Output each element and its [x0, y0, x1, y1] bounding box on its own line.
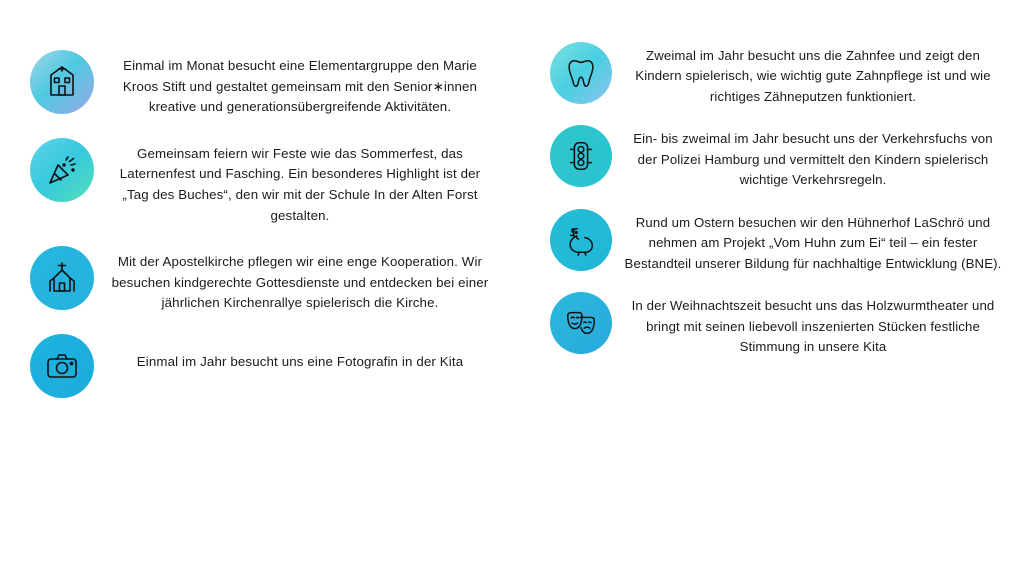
chicken-icon [550, 209, 612, 271]
list-item [30, 246, 494, 314]
list-item [30, 334, 494, 398]
list-item [550, 42, 1002, 107]
traffic-light-icon [550, 125, 612, 187]
list-item-text: Rund um Ostern besuchen wir den Hühnerhof LaSchrö und nehmen am Projekt „Vom Huhn zum Ei“ teil – ein fester Bestandteil unserer Bildung für nachhaltige Entwicklung (BNE). [624, 214, 1002, 271]
school-building-icon [30, 50, 94, 114]
list-item-text: Gemeinsam feiern wir Feste wie das Sommerfest, das Laternenfest und Fasching. Ein besonderes Highlight ist der „Tag des Buches“, den wir mit der Schule In der Alten Forst gestalten. [119, 145, 481, 223]
list-item-text: Zweimal im Jahr besucht uns die Zahnfee und zeigt den Kindern spielerisch, wie wichtig gute Zahnpflege ist und wie richtiges Zähneputzen funktioniert. [635, 48, 991, 104]
tooth-icon [550, 42, 612, 104]
list-item-text: In der Weihnachtszeit besucht uns das Holzwurmtheater und bringt mit seinen liebevoll inszenierten Stücken festliche Stimmung in unsere Kita [631, 298, 995, 354]
list-item [550, 292, 1002, 357]
right-column [512, 0, 1024, 418]
list-item [550, 125, 1002, 190]
church-icon [30, 246, 94, 310]
list-item-text: Einmal im Monat besucht eine Elementargruppe den Marie Kroos Stift und gestaltet gemeinsam mit den Senior∗innen kreative und generationsübergreifende Aktivitäten. [122, 58, 478, 115]
theater-masks-icon [550, 292, 612, 354]
list-item-text: Mit der Apostelkirche pflegen wir eine enge Kooperation. Wir besuchen kindgerechte Gottesdienste und entdecken bei einer jährlichen Kirchenrallye spielerisch die Kirche. [111, 254, 489, 311]
party-popper-icon [30, 138, 94, 202]
list-item-text: Ein- bis zweimal im Jahr besucht uns der Verkehrsfuchs von der Polizei Hamburg und vermittelt den Kindern spielerisch wichtige Verkehrsregeln. [633, 131, 993, 188]
left-column [0, 0, 512, 418]
list-item [30, 138, 494, 226]
list-item [30, 50, 494, 118]
list-item [550, 209, 1002, 274]
list-item-text: Einmal im Jahr besucht uns eine Fotografin in der Kita [136, 354, 464, 370]
camera-icon [30, 334, 94, 398]
